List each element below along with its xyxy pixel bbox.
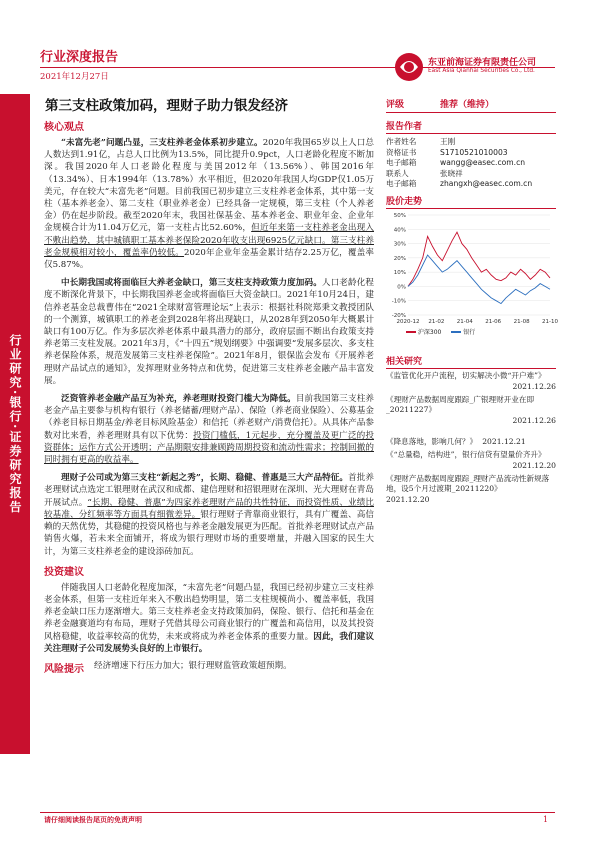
y-tick-label: -20% [391, 312, 406, 319]
rating-value: 推荐（维持） [440, 100, 495, 110]
paragraph-4: 理财子公司或为第三支柱“新起之秀”，长期、稳健、普惠是三大产品特征。首批养老理财试点选定工银理财在武汉和成都、建信理财和招银理财在深圳、光大理财在青岛开展试点。“长期、稳健、普惠”为四家养老理财产品的共性特征，而投资性质、业绩比较基准、分红频率等方面具有细微差异。银行理财子背靠商业银行，具有广覆盖、高信赖的天然优势，其稳健的投资风格也与养老金融发展更为匹配。首批养老理财试点产品销售火爆，若未来全面铺开，将成为银行理财市场的重要增量，并融入国家的民生大计，为第三支柱养老金的建设添砖加瓦。 [44, 473, 374, 557]
main-body [44, 118, 374, 675]
paragraph-3: 泛资管养老金融产品互为补充，养老理财投资门槛大为降低。目前我国第三支柱养老金产品主要参与机构有银行（养老储蓄/理财产品）、保险（养老商业保险）、公募基金（养老目标日期基金/养老目标风险基金）和信托（养老财产/消费信托）。从具体产品参数对比来看，养老理财具有以下优势：投资门槛低，1元起步，充分覆盖及更广泛的投资群体；运作方式公开透明；产品期限安排兼顾跨周期投资和流动性需求；控制回撤的同时拥有更高的收益率。 [44, 394, 374, 466]
x-tick-label: 21-10 [542, 318, 558, 325]
risk-label: 风险提示 [44, 663, 84, 675]
analyst-row: 电子邮箱 zhangxh@easec.com.cn [386, 179, 533, 189]
paragraph-1: “未富先老”问题凸显，三支柱养老金体系初步建立。2020年我国65岁以上人口总人数达到1.91亿，占总人口比例为13.5%，同比提升0.9pct，人口老龄化程度不断加深。我国2020年人口老龄化程度与美国2012年（13.56%）、韩国2016年（13.34%）、日本1994年（13.78%）水平相近，但2020年我国人均GDP仅1.05万美元，存在较大“未富先老”问题。目前我国已初步建立三支柱养老金体系，其中第一支柱（基本养老金）、第二支柱（职业养老金）已经具备一定规模，第三支柱（个人养老金）仍在起步阶段。截至2020年末，我国社保基金、基本养老金、职业年金、企业年金规模合计为11.04万亿元，第一支柱占比52.60%，但近年来第一支柱养老金出现入不敷出趋势，其中城镇职工基本养老保险2020年收支出现6925亿元缺口。第三支柱养老金规模相对较小，覆盖率仍较低。2020年企业年金基金累计结存2.25万亿，覆盖率仅5.87%。 [44, 138, 374, 271]
paragraph-5: 伴随我国人口老龄化程度加深，“未富先老”问题凸显，我国已经初步建立三支柱养老金体系，但第一支柱近年来入不敷出趋势明显，第二支柱规模尚小、覆盖率低，我国养老金缺口压力逐渐增大。第三支柱养老金支持政策加码，保险、银行、信托和基金在养老金融赛道均有布局，理财子凭借其母公司商业银行的广覆盖和高信用，以及其投资风格稳健，收益率较高的优势，未来或将成为养老金体系的重要力量。因此，我们建议关注理财子公司发展势头良好的上市银行。 [44, 582, 374, 654]
y-tick-label: 10% [393, 270, 406, 277]
y-tick-label: 20% [393, 255, 406, 262]
related-item[interactable]: 《监管优化开户流程，切实解决小微“开户难”》 2021.12.26 [386, 370, 556, 391]
stock-trend-header: 股价走势 [386, 194, 556, 209]
core-views-title: 核心观点 [44, 122, 84, 133]
legend-item: 银行 [451, 327, 475, 336]
company-name-en: East Asia Qianhai Securities Co., Ltd. [428, 68, 535, 74]
left-sidebar-banner: 行业研究·银行·证券研究报告 [0, 94, 30, 754]
related-item[interactable]: 《“总量稳，结构进”，银行信贷有望量价齐升》 2021.12.20 [386, 449, 556, 470]
risk-text: 经济增速下行压力加大；银行理财监管政策超预期。 [94, 660, 292, 671]
company-name-cn: 东亚前海证券有限责任公司 [428, 58, 537, 68]
chart-legend [406, 327, 556, 336]
related-item[interactable]: 《理财产品数据周度跟踪_广银理财开业在即_20211227》 2021.12.26 [386, 394, 556, 426]
legend-item: 沪深300 [406, 327, 441, 336]
contact-email-link[interactable]: zhangxh@easec.com.cn [440, 179, 533, 189]
y-tick-label: 0% [397, 284, 406, 291]
y-tick-label: 40% [393, 227, 406, 234]
footer-disclaimer[interactable]: 请仔细阅读报告尾页的免责声明 [44, 815, 142, 824]
analyst-row: 资格证书 S1710521010003 [386, 147, 508, 157]
y-tick-label: 50% [393, 212, 406, 219]
footer-rule [40, 812, 555, 813]
stock-trend-chart [386, 211, 556, 329]
analyst-row: 作者姓名 王刚 [386, 137, 456, 146]
analyst-email-link[interactable]: wangg@easec.com.cn [440, 158, 526, 168]
paragraph-2: 中长期我国或将面临巨大养老金缺口，第三支柱支持政策力度加码。人口老龄化程度不断深化背景下，中长期我国养老金或将面临巨大资金缺口。2021年10月24日，建信养老基金总裁曹伟在“2021全球财富管理论坛”上表示：根据社科院郑秉文教授团队的一个测算，城镇职工的养老金到2028年将出现缺口，从2028年到2050年大概累计缺口有100万亿。作为多层次养老体系中最具潜力的部分，政府层面不断出台政策支持养老第三支柱发展。2021年3月，《“十四五”规划纲要》中强调要“发展多层次、多支柱养老保险体系，规范发展第三支柱养老保险”。2021年8月，银保监会发布《开展养老理财产品试点的通知》，发挥理财业务特点和优势，促进第三支柱养老金融产品丰富发展。 [44, 278, 374, 386]
report-title: 第三支柱政策加码，理财子助力银发经济 [45, 98, 288, 114]
report-category: 行业深度报告 [40, 50, 119, 65]
report-date: 2021年12月27日 [40, 72, 109, 82]
analyst-header: 报告作者 [386, 119, 556, 134]
related-item[interactable]: 《理财产品数据周度跟踪_理财产品流动性新规落地，设5个月过渡期_20211220》 2021.12.20 [386, 473, 550, 505]
related-research-list [386, 371, 556, 506]
x-tick-label: 21-02 [428, 318, 445, 325]
x-tick-label: 21-04 [456, 318, 473, 325]
related-item[interactable]: 《降息落地，影响几何？》 2021.12.21 [386, 436, 526, 446]
x-tick-label: 21-08 [513, 318, 530, 325]
analyst-row: 电子邮箱 wangg@easec.com.cn [386, 158, 526, 168]
analyst-row: 联系人 张晓祥 [386, 168, 463, 178]
page-number: 1 [543, 815, 549, 824]
y-tick-label: 30% [393, 241, 406, 248]
series-line [408, 232, 550, 286]
series-line [408, 255, 550, 304]
y-tick-label: -10% [391, 298, 406, 305]
rating-row [386, 97, 556, 113]
x-tick-label: 2020-12 [396, 318, 420, 325]
related-research-header: 相关研究 [386, 354, 556, 369]
company-logo-icon [394, 52, 424, 82]
right-sidebar [386, 97, 556, 508]
analyst-info [386, 137, 556, 190]
rating-label: 评级 [386, 100, 405, 110]
x-tick-label: 21-06 [485, 318, 502, 325]
risk-warning [44, 660, 374, 675]
investment-advice-title: 投资建议 [44, 566, 84, 578]
